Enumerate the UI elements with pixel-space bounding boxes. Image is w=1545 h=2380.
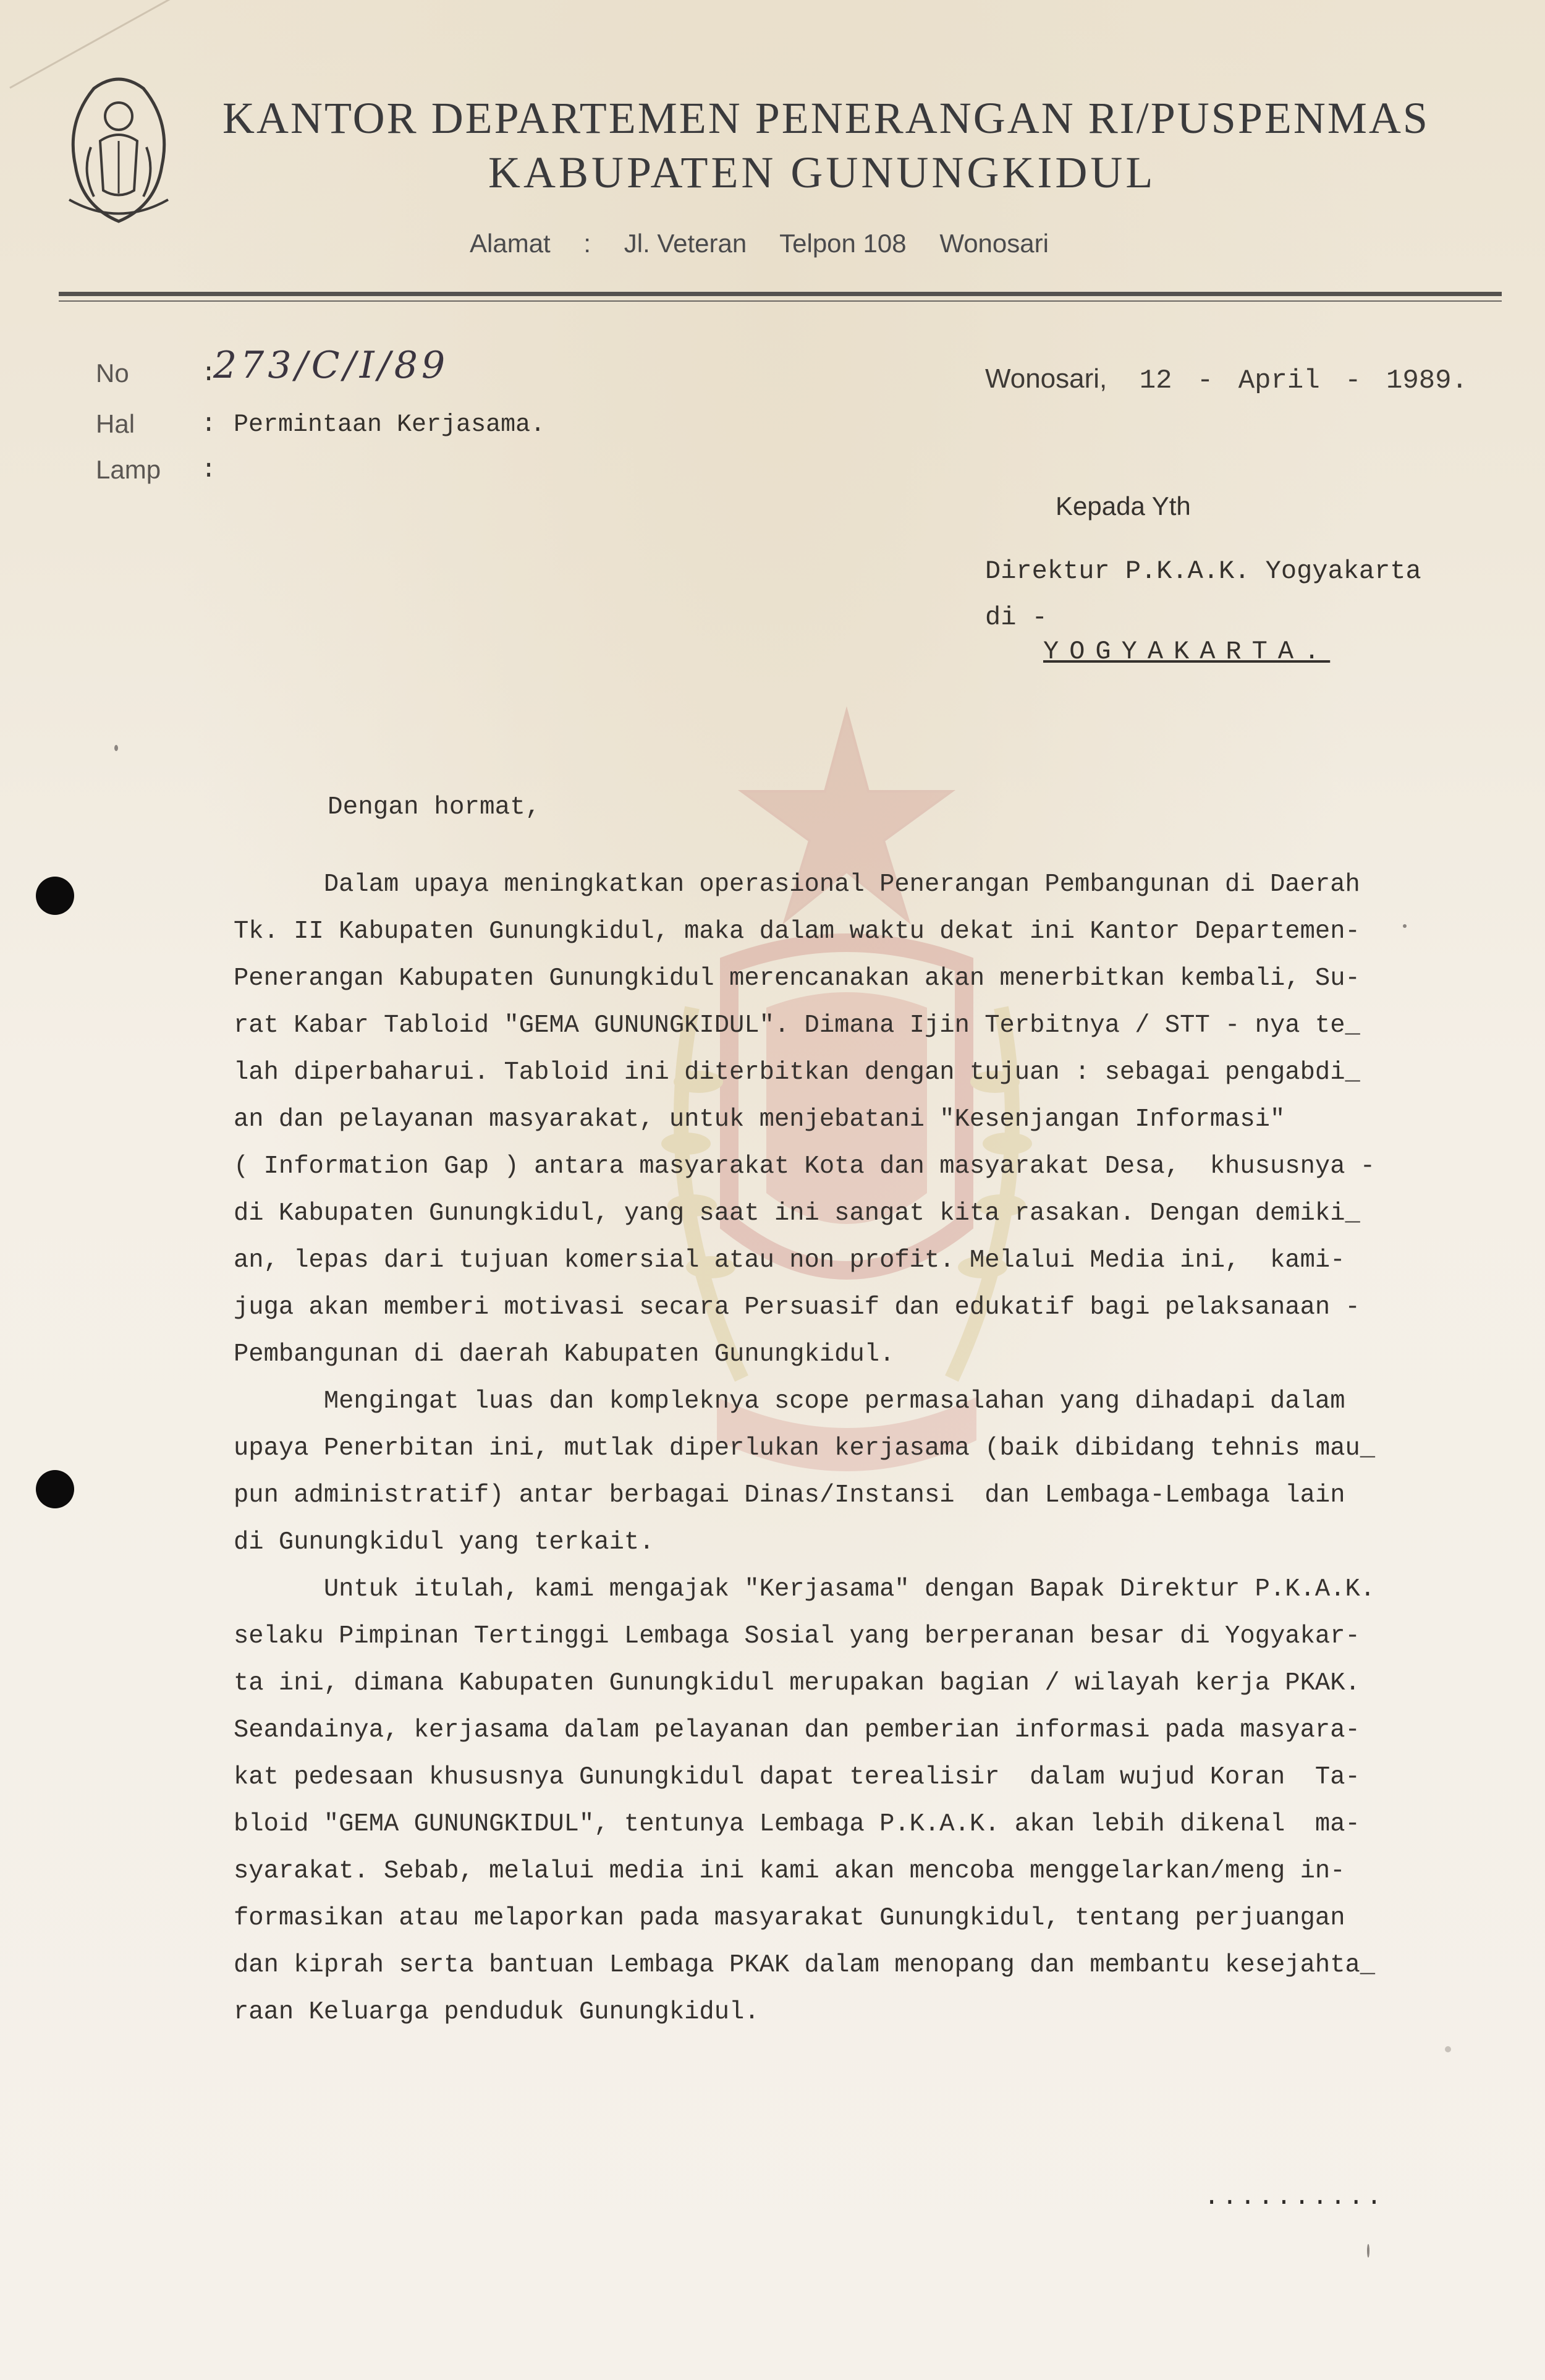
body-line: an dan pelayanan masyarakat, untuk menjebatani "Kesenjangan Informasi" [234,1105,1285,1134]
letter-date [985,363,1468,396]
body-line: raan Keluarga penduduk Gunungkidul. [234,1998,760,2026]
body-line: syarakat. Sebab, melalui media ini kami akan mencoba menggelarkan/meng in- [234,1857,1345,1885]
subject-value: Permintaan Kerjasama. [234,411,546,439]
date-sep-1: - [1196,365,1214,396]
letterhead-subtitle: KABUPATEN GUNUNGKIDUL [488,148,1156,197]
body-line: Tk. II Kabupaten Gunungkidul, maka dalam waktu dekat ini Kantor Departemen- [234,917,1360,946]
address-city: Wonosari [939,229,1049,258]
regency-emblem-icon [57,73,180,234]
date-year: 1989. [1386,365,1468,396]
body-line: Untuk itulah, kami mengajak "Kerjasama" dengan Bapak Direktur P.K.A.K. [234,1575,1376,1604]
recipient-di: di - [985,603,1048,632]
body-line: an, lepas dari tujuan komersial atau non profit. Melalui Media ini, kami- [234,1246,1345,1275]
body-line: lah diperbaharui. Tabloid ini diterbitkan dengan tujuan : sebagai pengabdi_ [234,1058,1360,1087]
body-line: kat pedesaan khususnya Gunungkidul dapat terealisir dalam wujud Koran Ta- [234,1763,1360,1791]
date-month: April [1238,365,1320,396]
body-line: di Gunungkidul yang terkait. [234,1528,654,1557]
body-line: Penerangan Kabupaten Gunungkidul merencanakan akan menerbitkan kembali, Su- [234,964,1360,993]
no-label: No [96,359,129,388]
body-line: rat Kabar Tabloid "GEMA GUNUNGKIDUL". Dimana Ijin Terbitnya / STT - nya te_ [234,1011,1360,1040]
body-line: pun administratif) antar berbagai Dinas/Instansi dan Lembaga-Lembaga lain [234,1481,1345,1510]
salutation: Dengan hormat, [328,793,541,822]
date-sep-2: - [1345,365,1361,396]
body-line: ( Information Gap ) antara masyarakat Kota dan masyarakat Desa, khususnya - [234,1152,1376,1181]
address-label: Alamat [470,229,551,258]
body-line: di Kabupaten Gunungkidul, yang saat ini sangat kita rasakan. Dengan demiki_ [234,1199,1360,1228]
address-street: Jl. Veteran [624,229,747,258]
recipient-greeting: Kepada Yth [1056,491,1191,521]
letterhead-address [470,229,1075,258]
paper-speck [1445,2046,1451,2052]
paper-speck [114,745,118,751]
hal-label: Hal [96,409,135,438]
lamp-label: Lamp [96,455,161,484]
punch-hole [36,1470,74,1508]
letterhead-title: KANTOR DEPARTEMEN PENERANGAN RI/PUSPENMAS [222,93,1429,143]
address-phone: Telpon 108 [779,229,907,258]
body-line: Pembangunan di daerah Kabupaten Gunungkidul. [234,1340,895,1369]
body-line: Mengingat luas dan kompleknya scope permasalahan yang dihadapi dalam [234,1387,1345,1416]
letter-number: 273/C/I/89 [213,344,449,387]
recipient-city: YOGYAKARTA. [1043,637,1331,666]
paper-speck [1367,2244,1369,2258]
body-line: ta ini, dimana Kabupaten Gunungkidul merupakan bagian / wilayah kerja PKAK. [234,1669,1360,1698]
body-line: bloid "GEMA GUNUNGKIDUL", tentunya Lembaga P.K.A.K. akan lebih dikenal ma- [234,1810,1360,1838]
body-line: dan kiprah serta bantuan Lembaga PKAK dalam menopang dan membantu kesejahta_ [234,1951,1376,1979]
hal-colon: : [201,409,217,439]
no-colon: : [201,359,217,388]
letterhead-rule [59,292,1502,296]
continuation-dots: .......... [1204,2182,1385,2212]
body-line: upaya Penerbitan ini, mutlak diperlukan kerjasama (baik dibidang tehnis mau_ [234,1434,1376,1463]
body-line: selaku Pimpinan Tertinggi Lembaga Sosial yang berperanan besar di Yogyakar- [234,1622,1360,1651]
address-colon: : [583,229,591,258]
punch-hole [36,877,74,915]
letterhead-rule-thin [59,300,1502,302]
body-line: Dalam upaya meningkatkan operasional Penerangan Pembangunan di Daerah [234,870,1360,899]
lamp-colon: : [201,455,217,485]
date-place: Wonosari, [985,363,1107,394]
body-line: formasikan atau melaporkan pada masyarakat Gunungkidul, tentang perjuangan [234,1904,1345,1932]
date-day: 12 [1139,365,1172,396]
body-line: juga akan memberi motivasi secara Persuasif dan edukatif bagi pelaksanaan - [234,1293,1360,1322]
paper-speck [1403,924,1407,928]
body-line: Seandainya, kerjasama dalam pelayanan dan pemberian informasi pada masyara- [234,1716,1360,1745]
recipient-name: Direktur P.K.A.K. Yogyakarta [985,556,1421,586]
